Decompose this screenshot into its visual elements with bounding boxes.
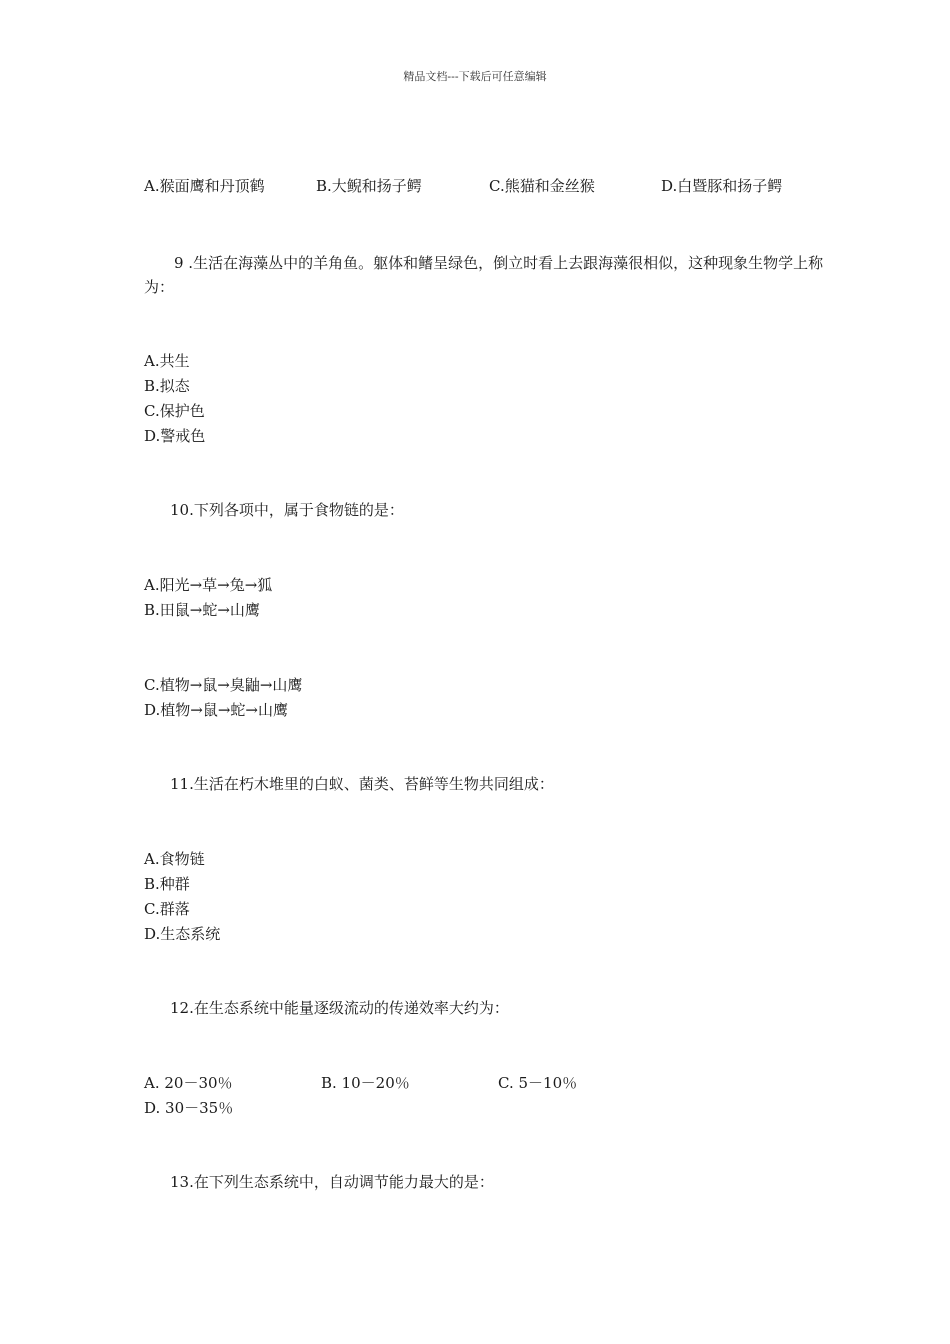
q12-option-d: D. 30－35％ [144,1099,234,1117]
q8-option-a: A.猴面鹰和丹顶鹤 [144,177,265,195]
q9-option-a: A.共生 [144,352,190,370]
page-header: 精品文档---下载后可任意编辑 [403,70,547,83]
question-13: 13.在下列生态系统中，自动调节能力最大的是： [170,1173,494,1191]
q11-option-a: A.食物链 [144,850,205,868]
question-11: 11.生活在朽木堆里的白蚁、菌类、苔鲜等生物共同组成： [170,775,554,793]
q12-option-c: C. 5－10％ [498,1074,578,1092]
q9-option-d: D.警戒色 [144,427,206,445]
q8-option-c: C.熊猫和金丝猴 [489,177,595,195]
q9-option-c: C.保护色 [144,402,205,420]
q10-option-d: D.植物→鼠→蛇→山鹰 [144,701,288,719]
q8-option-b: B.大鲵和扬子鳄 [316,177,422,195]
q8-option-d: D.白暨豚和扬子鳄 [661,177,783,195]
q11-option-c: C.群落 [144,900,190,918]
q10-option-a: A.阳光→草→兔→狐 [144,576,273,594]
question-9: 9 .生活在海藻丛中的羊角鱼。躯体和鳍呈绿色，倒立时看上去跟海藻很相似，这种现象生物学上称为： [144,254,824,296]
q11-option-b: B.种群 [144,875,190,893]
q12-option-a: A. 20－30％ [144,1074,233,1092]
q9-option-b: B.拟态 [144,377,190,395]
q10-option-c: C.植物→鼠→臭鼬→山鹰 [144,676,303,694]
q10-option-b: B.田鼠→蛇→山鹰 [144,601,260,619]
q12-option-b: B. 10－20％ [321,1074,410,1092]
question-12: 12.在生态系统中能量逐级流动的传递效率大约为： [170,999,509,1017]
q11-option-d: D.生态系统 [144,925,221,943]
question-10: 10.下列各项中，属于食物链的是： [170,501,404,519]
